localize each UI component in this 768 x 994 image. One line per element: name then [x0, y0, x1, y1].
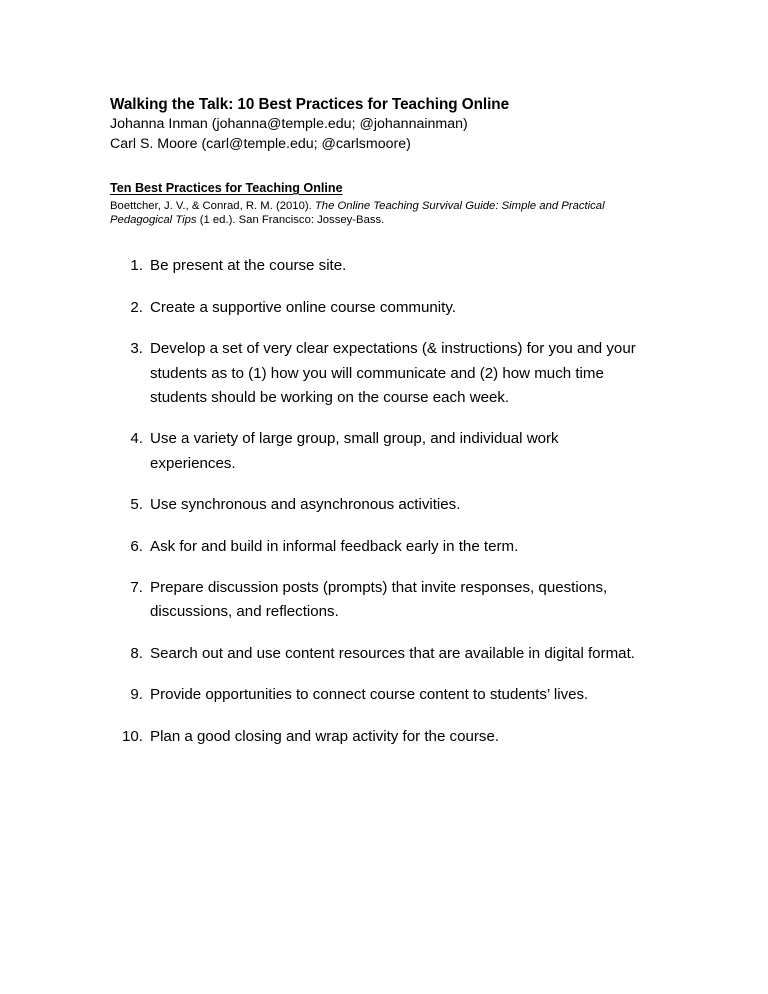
list-item: [110, 725, 658, 749]
list-item-number: 4.: [130, 430, 143, 448]
list-item-number: 9.: [130, 686, 143, 704]
list-item: [110, 535, 658, 559]
citation-suffix: (1 ed.). San Francisco: Jossey-Bass.: [196, 214, 385, 227]
citation-italic-title: The Online Teaching Survival Guide: Simple and Practical Pedagogical Tips: [110, 200, 605, 227]
list-item-number: 1.: [130, 257, 143, 275]
list-item-text: Plan a good closing and wrap activity for the course.: [150, 727, 500, 745]
section-heading-container: [110, 154, 658, 197]
citation-reference: [110, 199, 622, 227]
citation-prefix: Boettcher, J. V., & Conrad, R. M. (2010).: [110, 200, 315, 212]
list-item-text: Search out and use content resources that are available in digital format.: [150, 644, 635, 662]
list-item-text: Use a variety of large group, small group, and individual work experiences.: [150, 430, 559, 472]
list-item-text: Ask for and build in informal feedback early in the term.: [150, 537, 519, 555]
author-line-1: Johanna Inman (johanna@temple.edu; @johannainman): [110, 116, 468, 132]
list-item: [110, 683, 658, 707]
list-item-text: Develop a set of very clear expectations (& instructions) for you and your students as to (1) how you will communicate and (2) how much time students should be working on the course each week.: [150, 340, 636, 407]
list-item: [110, 254, 658, 278]
section-heading: Ten Best Practices for Teaching Online: [110, 181, 343, 195]
document-content: [110, 95, 658, 749]
list-item-text: Provide opportunities to connect course content to students’ lives.: [150, 686, 589, 704]
list-item-number: 2.: [130, 298, 143, 316]
list-item-number: 7.: [130, 579, 143, 597]
list-item: [110, 427, 658, 476]
list-item: [110, 642, 658, 666]
list-item: [110, 296, 658, 320]
list-item-number: 10.: [122, 727, 143, 745]
list-item: [110, 576, 658, 625]
list-item: [110, 493, 658, 517]
best-practices-list: [110, 254, 658, 749]
list-item-number: 3.: [130, 340, 143, 358]
list-item-text: Create a supportive online course community.: [150, 298, 456, 316]
author-line-2: Carl S. Moore (carl@temple.edu; @carlsmoore): [110, 135, 411, 152]
list-item-text: Be present at the course site.: [150, 257, 347, 275]
list-item: [110, 337, 658, 410]
list-item-number: 6.: [130, 537, 143, 555]
list-item-text: Prepare discussion posts (prompts) that invite responses, questions, discussions, and reflections.: [150, 579, 608, 621]
list-item-number: 8.: [130, 644, 143, 662]
page-title: Walking the Talk: 10 Best Practices for Teaching Online: [110, 96, 510, 113]
list-item-text: Use synchronous and asynchronous activities.: [150, 496, 461, 514]
list-item-number: 5.: [130, 496, 143, 514]
